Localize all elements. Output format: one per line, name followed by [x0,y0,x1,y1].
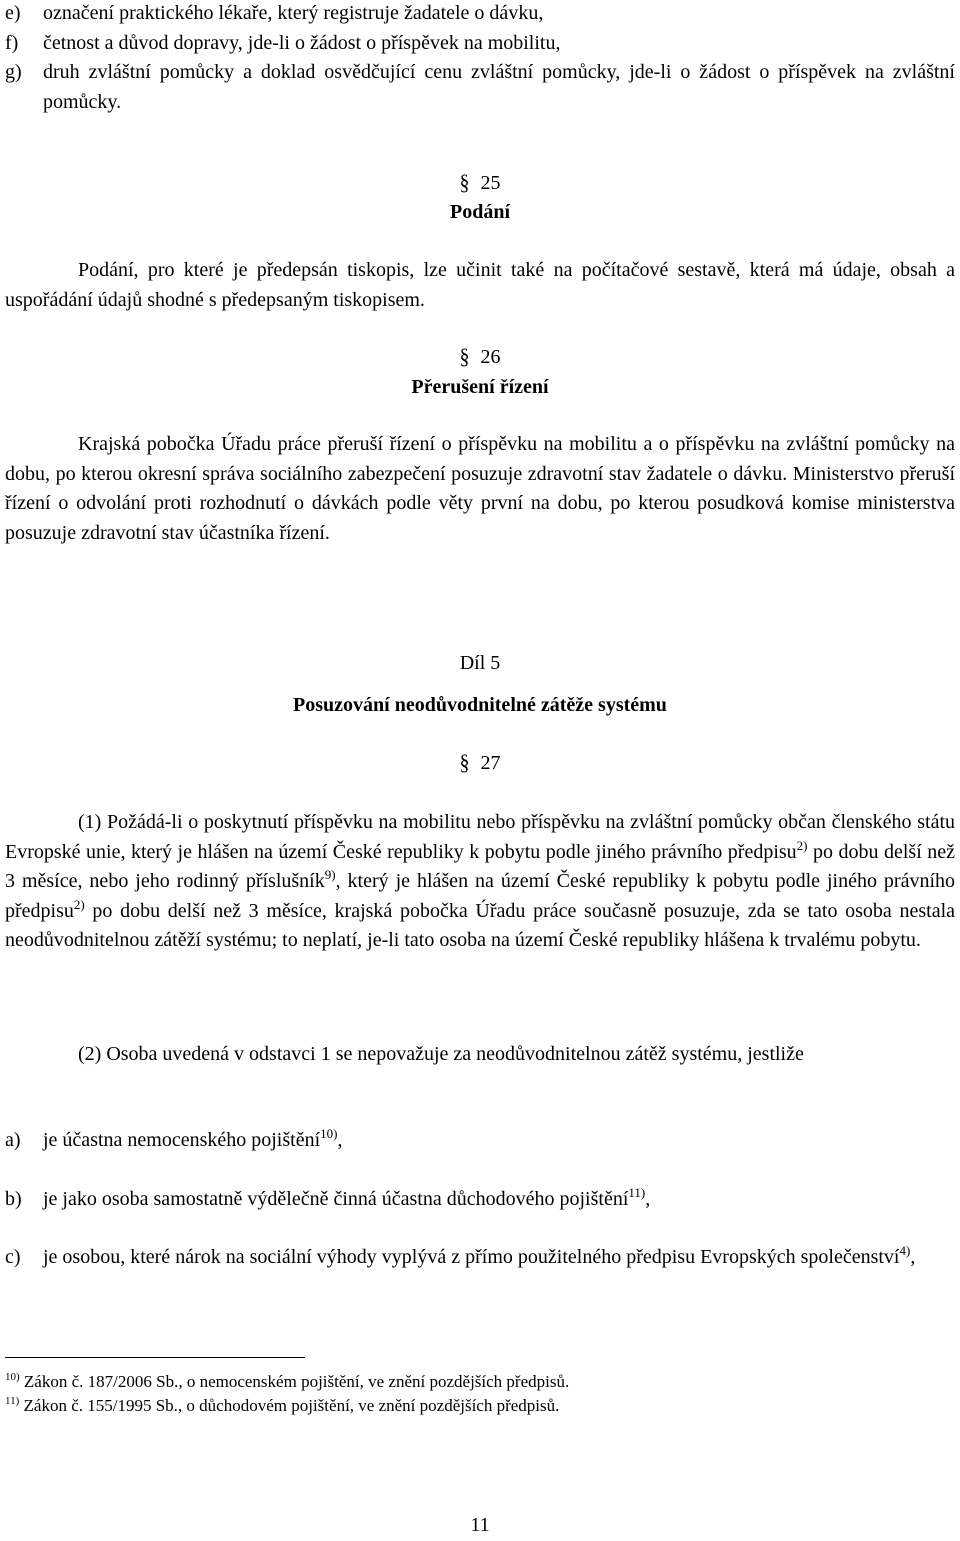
list-item [5,29,955,59]
list-item [5,1126,955,1156]
list-item [5,58,955,117]
list-item-text: označení praktického lékaře, který registruje žadatele o dávku, [43,2,544,24]
list-item-punct: , [645,1188,651,1210]
conditions-list [5,1243,955,1273]
list-item-mark: a) [5,1129,21,1151]
footnote [5,1395,955,1417]
paragraph-text: (1) Požádá-li o poskytnutí příspěvku na mobilitu nebo příspěvku na zvláštní pomůcky občan členského státu Evropské unie, který je hlášen na území České republiky k pobytu podle jiného právního předpisu [5,811,955,863]
section-26-text: Krajská pobočka Úřadu práce přeruší řízení o příspěvku na mobilitu a o příspěvku na zvláštní pomůcky na dobu, po kterou okresní správa sociálního zabezpečení posuzuje zdravotní stav žadatele o dávku. Ministerstvo přeruší řízení o odvolání proti rozhodnutí o dávkách podle věty první na dobu, po kterou posudková komise ministerstva posuzuje zdravotní stav účastníka řízení. [5,433,955,544]
footnote-separator [5,1357,305,1358]
list-item-text: druh zvláštní pomůcky a doklad osvědčující cenu zvláštní pomůcky, jde-li o žádost o příspěvek na zvláštní pomůcky. [43,61,955,113]
list-item-mark: c) [5,1246,21,1268]
paragraph-text: po dobu delší než 3 měsíce, nebo jeho rodinný příslušník [5,840,955,892]
section-number: 25 [480,172,501,194]
page-number: 11 [470,1514,490,1536]
list-item-punct: , [910,1246,916,1268]
section-27-paragraph-1 [5,808,955,956]
section-26-heading [5,343,955,373]
list-item-text: četnost a důvod dopravy, jde-li o žádost o příspěvek na mobilitu, [43,31,561,54]
section-27-paragraph-2: (2) Osoba uvedená v odstavci 1 se nepovažuje za neodůvodnitelnou zátěž systému, jestliže [78,1043,804,1065]
list-item-mark: e) [5,2,21,24]
conditions-list [5,1185,955,1215]
list-item-mark: b) [5,1188,22,1210]
part-label: Díl 5 [459,652,501,674]
list-item [5,1185,955,1215]
part-title: Posuzování neodůvodnitelné zátěže systému [293,694,667,716]
footnote [5,1371,955,1393]
footnote-ref: 11) [628,1185,646,1200]
list-item-text [43,1185,955,1215]
footnote-ref: 9) [324,867,336,882]
footnote-text: Zákon č. 187/2006 Sb., o nemocenském pojištění, ve znění pozdějších předpisů. [23,1372,570,1391]
paragraph-text: , který je hlášen na území České republiky k pobytu podle jiného právního předpisu [5,870,956,922]
section-symbol: § [459,344,470,370]
footnote-ref: 4) [899,1243,911,1258]
section-26-title: Přerušení řízení [411,376,549,398]
section-27-heading [5,749,955,779]
list-item-text [43,1243,955,1273]
list-continuation [5,0,955,117]
list-item-body: je účastna nemocenského pojištění [43,1129,321,1151]
list-item [5,0,955,29]
list-item-body: je jako osoba samostatně výdělečně činná účastna důchodového pojištění [43,1188,629,1210]
list-item-mark: f) [5,31,19,54]
footnote-ref: 10) [320,1126,338,1141]
paragraph-text: po dobu delší než 3 měsíce, krajská pobočka Úřadu práce současně posuzuje, zda se tato osoba nestala neodůvodnitelnou zátěží systému; to neplatí, je-li tato osoba na území České republiky hlášena k trvalému pobytu. [5,899,955,951]
list-item-mark: g) [5,61,22,83]
section-symbol: § [459,750,470,776]
list-item-punct: , [337,1129,343,1151]
section-25-heading [5,169,955,199]
list-item-text [43,1126,955,1156]
list-item [5,1243,955,1273]
section-symbol: § [459,170,470,196]
footnote-mark: 11) [5,1395,20,1407]
footnote-mark: 10) [5,1371,20,1383]
footnote-ref: 2) [73,896,85,912]
conditions-list [5,1126,955,1156]
section-number: 26 [480,346,501,368]
footnote-ref: 2) [796,837,808,853]
section-number: 27 [480,752,501,774]
footnote-text: Zákon č. 155/1995 Sb., o důchodovém pojištění, ve znění pozdějších předpisů. [23,1396,560,1415]
section-25-text: Podání, pro které je předepsán tiskopis, lze učinit také na počítačové sestavě, která má údaje, obsah a uspořádání údajů shodné s předepsaným tiskopisem. [5,259,955,311]
section-25-title: Podání [449,201,511,223]
list-item-body: je osobou, které nárok na sociální výhody vyplývá z přímo použitelného předpisu Evropských společenství [43,1246,900,1268]
